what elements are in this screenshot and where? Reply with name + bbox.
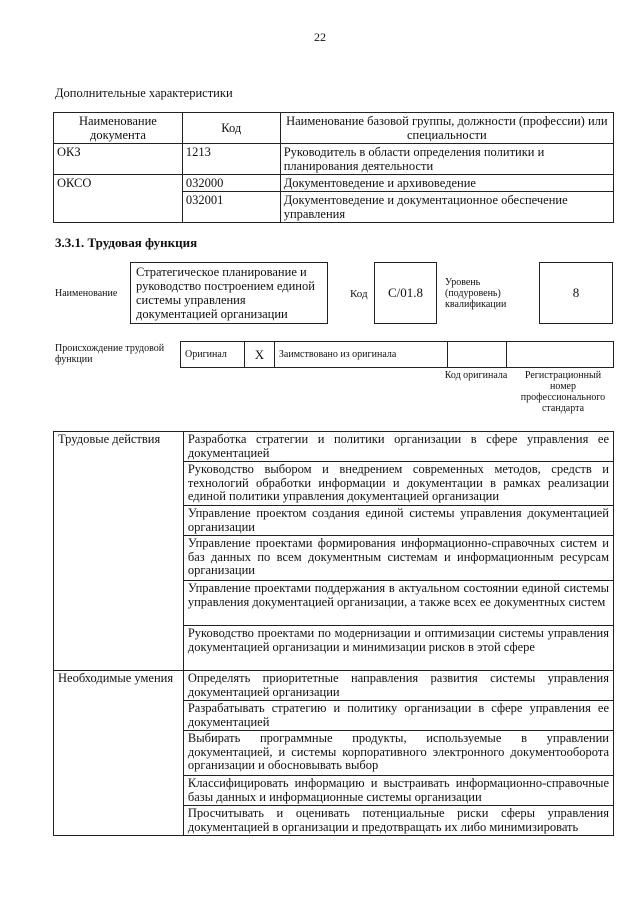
list-item: Управление проектами формирования информационно-справочных систем и баз данных по всем документным системам и информационным ресурсам организации <box>183 536 613 581</box>
function-name-value: Стратегическое планирование и руководство построением единой системы управления документацией организации <box>130 262 328 324</box>
header-group-name: Наименование базовой группы, должности (профессии) или специальности <box>280 113 613 144</box>
function-code-value: C/01.8 <box>374 262 437 324</box>
row-code: 1213 <box>182 144 280 175</box>
list-item: Руководство проектами по модернизации и оптимизации системы управления документацией организации и минимизации рисков в этой сфере <box>183 626 613 671</box>
list-item: Управление проектом создания единой системы управления документацией организации <box>183 506 613 536</box>
table-row <box>54 671 614 701</box>
page-number: 22 <box>314 30 326 44</box>
row-doc: ОКСО <box>54 175 183 223</box>
section-label-labor-actions: Трудовые действия <box>54 432 184 671</box>
section-caption: Дополнительные характеристики <box>55 86 233 100</box>
row-name: Документоведение и документационное обеспечение управления <box>280 192 613 223</box>
table-header-row <box>54 113 614 144</box>
origin-reg-cell <box>507 342 614 368</box>
list-item: Разрабатывать стратегию и политику организации в сфере управления ее документацией <box>183 701 613 731</box>
header-document: Наименование документа <box>54 113 183 144</box>
list-item: Руководство выбором и внедрением современных методов, средств и технологий обработки информации и документации в рамках реализации единой политики управления документацией организации <box>183 462 613 506</box>
code-label: Код <box>350 288 368 300</box>
list-item: Разработка стратегии и политики организации в сфере управления ее документацией <box>183 432 613 462</box>
list-item: Просчитывать и оценивать потенциальные риски сферы управления документацией в организации и предотвращать их либо минимизировать <box>183 806 613 836</box>
origin-label: Происхождение трудовой функции <box>55 343 165 365</box>
labor-function-table <box>53 431 614 836</box>
origin-table <box>180 341 614 368</box>
table-row <box>54 144 614 175</box>
list-item: Определять приоритетные направления развития системы управления документацией организации <box>183 671 613 701</box>
row-doc: ОКЗ <box>54 144 183 175</box>
origin-code-cell <box>447 342 507 368</box>
table-row <box>54 175 614 192</box>
reg-number-caption: Регистрационный номер профессионального стандарта <box>520 370 606 414</box>
row-code: 032000 <box>182 175 280 192</box>
name-label: Наименование <box>55 288 118 299</box>
list-item: Управление проектами поддержания в актуальном состоянии единой системы управления документацией организации, а также всех ее документных систем <box>183 581 613 626</box>
code-original-caption: Код оригинала <box>444 370 508 381</box>
header-code: Код <box>182 113 280 144</box>
table-row <box>54 432 614 462</box>
origin-borrowed: Заимствовано из оригинала <box>274 342 447 368</box>
origin-original: Оригинал <box>181 342 245 368</box>
list-item: Классифицировать информацию и выстраивать информационно-справочные базы данных и информационные системы организации <box>183 776 613 806</box>
function-heading: 3.3.1. Трудовая функция <box>55 235 198 250</box>
list-item: Выбирать программные продукты, используемые в управлении документацией, и системы корпоративного электронного документооборота организации и обосновывать выбор <box>183 731 613 776</box>
additional-characteristics-table <box>53 112 614 223</box>
row-name: Документоведение и архивоведение <box>280 175 613 192</box>
section-label-required-skills: Необходимые умения <box>54 671 184 836</box>
qualification-level-value: 8 <box>539 262 613 324</box>
row-code: 032001 <box>182 192 280 223</box>
origin-mark: X <box>244 342 274 368</box>
row-name: Руководитель в области определения политики и планирования деятельности <box>280 144 613 175</box>
level-label: Уровень (подуровень) квалификации <box>445 277 507 310</box>
